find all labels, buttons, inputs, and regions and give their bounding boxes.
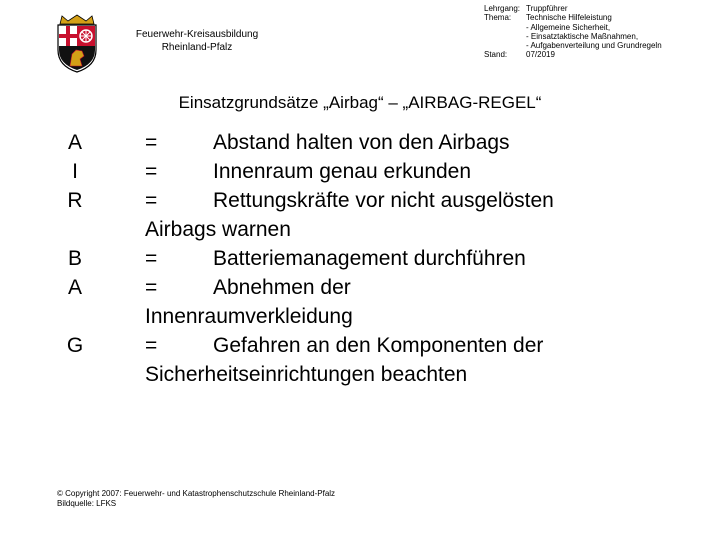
acronym-letter: R (67, 189, 83, 212)
rule-text: Innenraumverkleidung (145, 305, 353, 328)
rule-line (145, 186, 705, 215)
equals-sign: = (145, 247, 158, 270)
footer (57, 489, 335, 509)
topic-item: - Einsatztaktische Maßnahmen, (526, 31, 639, 41)
course-key: Lehrgang: (484, 4, 521, 13)
copyright-note: © Copyright 2007: Feuerwehr- und Katastrophenschutzschule Rheinland-Pfalz (57, 489, 336, 498)
rule-line (145, 360, 705, 389)
topic-key: Thema: (484, 13, 512, 23)
course-value: Truppführer (526, 4, 568, 13)
acronym-letter (60, 215, 90, 244)
rule-text: Rettungskräfte vor nicht ausgelösten (213, 189, 554, 212)
date-value: 07/2019 (526, 50, 555, 60)
acronym-letters (60, 128, 90, 360)
rule-line (145, 128, 705, 157)
equals-sign: = (145, 131, 158, 154)
date-key: Stand: (484, 50, 508, 60)
rule-line (145, 302, 705, 331)
rule-text: Abnehmen der (213, 276, 351, 299)
topic-item: - Aufgabenverteilung und Grundregeln (526, 41, 662, 51)
rule-text: Batteriemanagement durchführen (213, 247, 526, 270)
slide-title: Einsatzgrundsätze „Airbag“ – „AIRBAG-REGEL“ (178, 93, 542, 112)
acronym-letter: B (67, 247, 82, 270)
rule-line (145, 157, 705, 186)
rule-line (145, 273, 705, 302)
coat-of-arms-emblem (52, 14, 102, 74)
rule-text: Gefahren an den Komponenten der (213, 334, 544, 357)
equals-sign: = (145, 334, 158, 357)
rule-line (145, 244, 705, 273)
course-meta-block (484, 4, 662, 60)
acronym-letter: I (72, 160, 78, 183)
organisation-name (112, 28, 282, 54)
equals-sign: = (145, 276, 158, 299)
organisation-line-2: Rheinland-Pfalz (161, 42, 233, 53)
acronym-letter: A (67, 131, 82, 154)
equals-sign: = (145, 160, 158, 183)
topic-value: Technische Hilfeleistung (526, 13, 612, 23)
equals-sign: = (145, 189, 158, 212)
rule-line (145, 215, 705, 244)
acronym-letter: A (67, 276, 82, 299)
rule-text: Abstand halten von den Airbags (213, 131, 510, 154)
acronym-letter (60, 302, 90, 331)
image-source-note: Bildquelle: LFKS (57, 499, 117, 508)
rule-text: Airbags warnen (145, 218, 291, 241)
topic-item: - Allgemeine Sicherheit, (526, 22, 611, 32)
acronym-letter: G (66, 334, 84, 357)
rule-text: Innenraum genau erkunden (213, 160, 472, 183)
rules-list (145, 128, 705, 389)
organisation-line-1: Feuerwehr-Kreisausbildung (135, 29, 259, 40)
rule-line (145, 331, 705, 360)
rule-text: Sicherheitseinrichtungen beachten (145, 363, 468, 386)
